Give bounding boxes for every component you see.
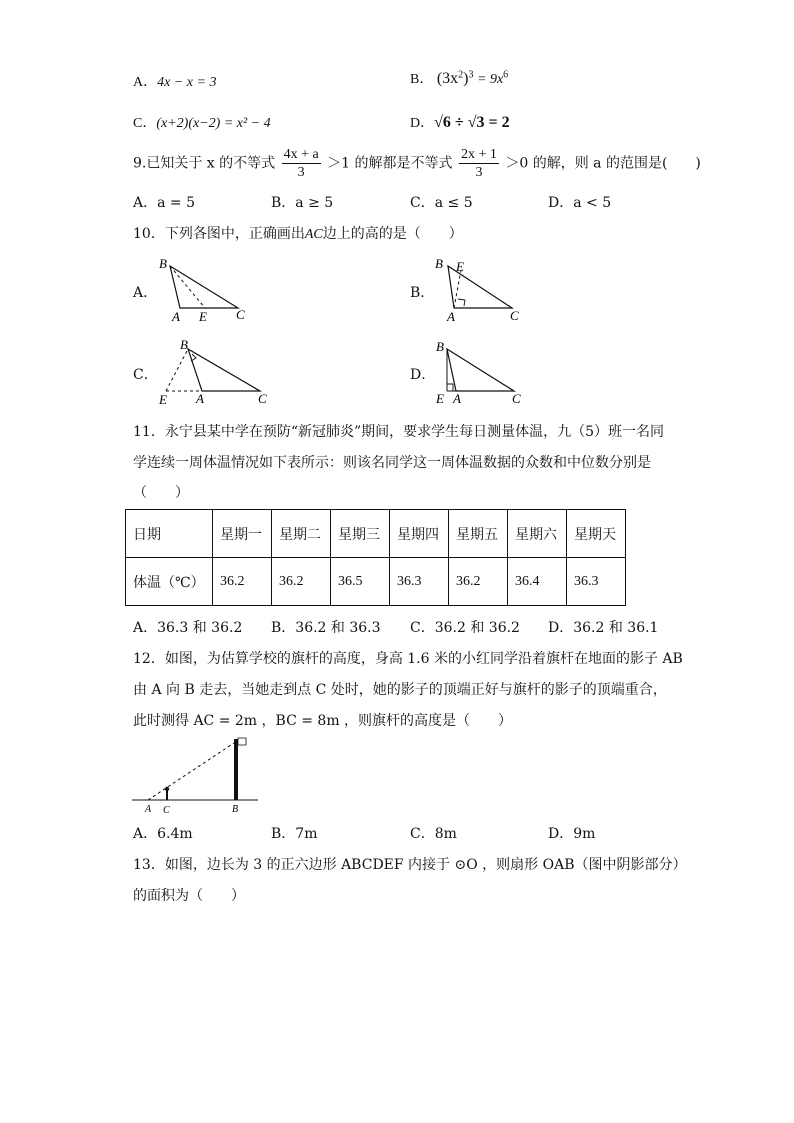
q9-option-a[interactable]: A．a = 5 [133,195,195,211]
fig-b-label-c: C [510,308,519,323]
table-cell-day: 星期天 [567,510,626,558]
fig-b-label-a: A [447,309,455,324]
q11-stem-line3: （ ） [133,485,189,501]
q9-option-b[interactable]: B．a ≥ 5 [271,195,334,211]
q11-option-b[interactable]: B．36.2 和 36.3 [271,620,381,636]
table-cell-value: 36.3 [390,558,449,606]
fig-b-label-e: E [456,259,464,274]
q10-option-c-label[interactable]: C． [133,367,158,383]
fig-d-label-e: E [436,391,444,406]
table-cell-day: 星期六 [508,510,567,558]
q8-option-b[interactable]: B． $(3x^2)^3 = 9x^6$ [410,69,509,87]
table-cell-day: 星期三 [331,510,390,558]
fig-d-label-c: C [512,391,521,406]
table-cell-day: 星期四 [390,510,449,558]
q10-figure-c[interactable] [150,335,275,410]
fig-a-label-a: A [172,309,180,324]
q12-option-c[interactable]: C．8m [410,826,457,842]
q13-stem-line2: 的面积为（ ） [133,888,245,904]
table-row-header [126,510,626,558]
fig12-label-a: A [145,804,152,815]
table-cell-value: 36.2 [272,558,331,606]
q9-option-c[interactable]: C．a ≤ 5 [410,195,473,211]
q10-option-a-label[interactable]: A． [133,285,158,301]
table-cell-day: 星期二 [272,510,331,558]
q8-option-c[interactable]: C．(x+2)(x−2) = x² − 4 [133,116,271,131]
fig-c-label-a: A [196,391,204,406]
table-cell-day: 星期一 [213,510,272,558]
q10-option-d-label[interactable]: D． [410,367,436,383]
q11-stem-line2: 学连续一周体温情况如下表所示：则该名同学这一周体温数据的众数和中位数分别是 [133,455,651,471]
fig-d-label-a: A [453,391,461,406]
q9-option-d[interactable]: D．a < 5 [548,195,612,211]
q9-fraction-1: $\frac{4x + a}{3}$ [283,147,319,180]
q11-stem-line1: 11．永宁县某中学在预防“新冠肺炎”期间，要求学生每日测量体温，九（5）班一名同 [133,424,665,440]
q8-option-a[interactable]: A．4x − x = 3 [133,75,217,90]
person-head [165,787,169,791]
table-cell-value: 36.4 [508,558,567,606]
table-cell-day: 星期五 [449,510,508,558]
table-cell-value: 36.3 [567,558,626,606]
q10-figure-b[interactable] [428,252,538,324]
table-cell-label: 体温（℃） [126,558,213,606]
q10-stem: 10．下列各图中，正确画出AC边上的高的是（ ） [133,226,463,242]
q9-fraction-2: $\frac{2x + 1}{3}$ [460,147,497,180]
fig-d-label-b: B [436,339,444,354]
fig-a-label-b: B [159,256,167,271]
fig-c-label-b: B [180,337,188,352]
q12-stem-line3: 此时测得 AC = 2m ，BC = 8m ，则旗杆的高度是（ ） [133,713,513,729]
temperature-table [125,509,626,606]
fig-a-label-c: C [236,307,245,322]
q11-option-a[interactable]: A．36.3 和 36.2 [133,620,243,636]
q11-option-d[interactable]: D．36.2 和 36.1 [548,620,659,636]
fig12-label-c: C [163,805,170,816]
table-row-values [126,558,626,606]
q9-stem: 9.已知关于 x 的不等式 $\frac{4x + a}{3}$ ＞1 的解都是不等式 $\frac{2x + 1}{3}$ ＞0 的解，则 a 的范围是( ) [133,147,701,180]
q12-flagpole-figure[interactable] [130,733,260,818]
q12-stem-line1: 12．如图，为估算学校的旗杆的高度，身高 1.6 米的小红同学沿着旗杆在地面的影子 AB [133,651,683,667]
q12-stem-line2: 由 A 向 B 走去，当她走到点 C 处时，她的影子的顶端正好与旗杆的影子的顶端重合， [133,682,667,698]
q12-option-a[interactable]: A．6.4m [133,826,193,842]
table-cell-value: 36.2 [213,558,272,606]
fig12-label-b: B [232,804,239,815]
q11-option-c[interactable]: C．36.2 和 36.2 [410,620,520,636]
fig-c-label-c: C [258,391,267,406]
q13-stem-line1: 13．如图，边长为 3 的正六边形 ABCDEF 内接于 ⊙O ，则扇形 OAB（图中阴影部分） [133,857,687,873]
q10-option-b-label[interactable]: B． [410,285,435,301]
fig-c-label-e: E [159,392,167,407]
table-cell-value: 36.5 [331,558,390,606]
q12-option-b[interactable]: B．7m [271,826,318,842]
q10-figure-d[interactable] [428,335,538,410]
q8-option-d[interactable]: D．√6 ÷ √3 = 2 [410,114,510,131]
fig-a-label-e: E [199,309,207,324]
table-cell-value: 36.2 [449,558,508,606]
table-cell-label: 日期 [126,510,213,558]
q12-option-d[interactable]: D．9m [548,826,596,842]
q10-figure-a[interactable] [150,252,260,324]
fig-b-label-b: B [435,256,443,271]
